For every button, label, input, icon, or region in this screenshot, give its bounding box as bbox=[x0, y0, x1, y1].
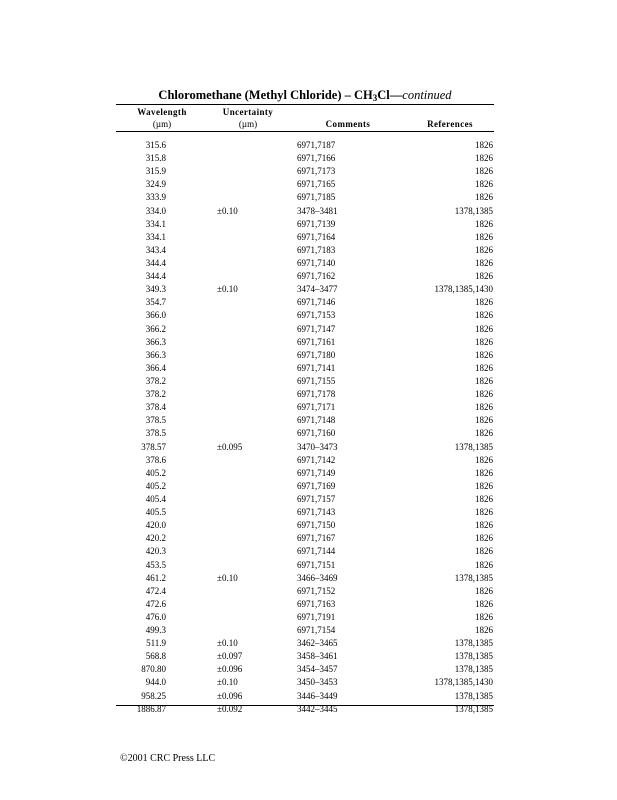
cell-references: 1826 bbox=[475, 297, 493, 308]
table-row bbox=[0, 375, 617, 388]
table-row bbox=[0, 283, 617, 296]
cell-references: 1826 bbox=[475, 559, 493, 570]
cell-wavelength: 315.6 bbox=[145, 140, 166, 150]
table-bottom-rule bbox=[116, 705, 494, 706]
cell-comments: 6971,7160 bbox=[297, 428, 336, 439]
cell-comments: 6971,7191 bbox=[297, 611, 336, 622]
table-row bbox=[0, 493, 617, 506]
cell-references: 1826 bbox=[475, 166, 493, 177]
data-table-body bbox=[0, 139, 617, 716]
table-row bbox=[0, 323, 617, 336]
table-row bbox=[0, 270, 617, 283]
cell-wavelength: 349.3 bbox=[145, 284, 166, 295]
cell-comments: 6971,7171 bbox=[297, 402, 336, 413]
cell-wavelength: 1886.87 bbox=[136, 703, 166, 714]
cell-uncertainty: ±0.096 bbox=[217, 664, 243, 675]
cell-references: 1378,1385 bbox=[454, 690, 493, 701]
table-row bbox=[0, 572, 617, 585]
cell-comments: 6971,7180 bbox=[297, 349, 336, 360]
table-row bbox=[0, 139, 617, 152]
cell-comments: 3474–3477 bbox=[297, 284, 338, 295]
cell-references: 1378,1385 bbox=[454, 664, 493, 675]
cell-wavelength: 870.80 bbox=[141, 664, 166, 675]
cell-references: 1826 bbox=[475, 454, 493, 465]
cell-references: 1378,1385 bbox=[454, 205, 493, 216]
cell-comments: 6971,7161 bbox=[297, 336, 336, 347]
cell-references: 1826 bbox=[475, 375, 493, 386]
cell-references: 1826 bbox=[475, 625, 493, 636]
header-bottom-rule bbox=[116, 131, 494, 132]
cell-comments: 3450–3453 bbox=[297, 677, 338, 688]
cell-references: 1826 bbox=[475, 585, 493, 596]
cell-wavelength: 378.5 bbox=[145, 415, 166, 426]
cell-comments: 6971,7146 bbox=[297, 297, 336, 308]
cell-comments: 3478–3481 bbox=[297, 205, 338, 216]
table-row bbox=[0, 414, 617, 427]
cell-references: 1826 bbox=[475, 428, 493, 439]
cell-uncertainty: ±0.10 bbox=[217, 638, 238, 649]
cell-references: 1378,1385 bbox=[454, 651, 493, 662]
cell-wavelength: 378.2 bbox=[145, 375, 166, 386]
cell-wavelength: 476.0 bbox=[145, 611, 166, 622]
cell-comments: 6971,7163 bbox=[297, 598, 336, 609]
cell-comments: 3442–3445 bbox=[297, 703, 338, 714]
cell-references: 1826 bbox=[475, 546, 493, 557]
table-row bbox=[0, 309, 617, 322]
cell-wavelength: 944.0 bbox=[145, 677, 166, 688]
cell-uncertainty: ±0.096 bbox=[217, 690, 243, 701]
cell-wavelength: 378.6 bbox=[145, 454, 166, 465]
cell-comments: 6971,7154 bbox=[297, 625, 336, 636]
cell-wavelength: 420.0 bbox=[145, 520, 166, 531]
table-row bbox=[0, 624, 617, 637]
cell-references: 1826 bbox=[475, 271, 493, 282]
cell-wavelength: 405.4 bbox=[145, 493, 166, 504]
cell-wavelength: 315.8 bbox=[145, 153, 166, 164]
table-row bbox=[0, 178, 617, 191]
table-row bbox=[0, 467, 617, 480]
table-row bbox=[0, 218, 617, 231]
cell-comments: 6971,7152 bbox=[297, 585, 336, 596]
cell-wavelength: 420.2 bbox=[145, 533, 166, 544]
table-row bbox=[0, 690, 617, 703]
cell-wavelength: 378.4 bbox=[145, 402, 166, 413]
cell-wavelength: 334.1 bbox=[145, 218, 166, 229]
cell-wavelength: 472.4 bbox=[145, 585, 166, 596]
column-header-wavelength-label: Wavelength bbox=[137, 107, 187, 117]
table-row bbox=[0, 585, 617, 598]
table-row bbox=[0, 532, 617, 545]
cell-comments: 6971,7147 bbox=[297, 323, 336, 334]
cell-comments: 6971,7178 bbox=[297, 389, 336, 400]
cell-wavelength: 366.3 bbox=[145, 349, 166, 360]
cell-references: 1378,1385 bbox=[454, 441, 493, 452]
cell-references: 1826 bbox=[475, 598, 493, 609]
column-header-wavelength bbox=[122, 107, 202, 130]
cell-references: 1826 bbox=[475, 140, 493, 150]
cell-wavelength: 378.2 bbox=[145, 389, 166, 400]
cell-comments: 6971,7166 bbox=[297, 153, 336, 164]
cell-references: 1378,1385 bbox=[454, 572, 493, 583]
cell-wavelength: 354.7 bbox=[145, 297, 166, 308]
table-row bbox=[0, 231, 617, 244]
table-row bbox=[0, 506, 617, 519]
cell-wavelength: 461.2 bbox=[145, 572, 166, 583]
cell-comments: 6971,7144 bbox=[297, 546, 336, 557]
cell-wavelength: 366.2 bbox=[145, 323, 166, 334]
cell-references: 1826 bbox=[475, 231, 493, 242]
cell-wavelength: 333.9 bbox=[145, 192, 166, 203]
table-row bbox=[0, 427, 617, 440]
table-row bbox=[0, 362, 617, 375]
table-row bbox=[0, 349, 617, 362]
cell-references: 1826 bbox=[475, 507, 493, 518]
cell-references: 1378,1385 bbox=[454, 703, 493, 714]
cell-wavelength: 366.3 bbox=[145, 336, 166, 347]
cell-comments: 6971,7140 bbox=[297, 257, 336, 268]
table-row bbox=[0, 257, 617, 270]
cell-references: 1826 bbox=[475, 362, 493, 373]
cell-comments: 6971,7183 bbox=[297, 244, 336, 255]
table-row bbox=[0, 676, 617, 689]
table-row bbox=[0, 296, 617, 309]
cell-references: 1826 bbox=[475, 153, 493, 164]
column-header-uncertainty-label: Uncertainty bbox=[222, 107, 274, 117]
cell-wavelength: 343.4 bbox=[145, 244, 166, 255]
table-row bbox=[0, 454, 617, 467]
cell-wavelength: 334.1 bbox=[145, 231, 166, 242]
cell-references: 1826 bbox=[475, 218, 493, 229]
cell-wavelength: 511.9 bbox=[146, 638, 166, 649]
cell-comments: 3466–3469 bbox=[297, 572, 338, 583]
column-header-uncertainty bbox=[208, 107, 288, 130]
cell-references: 1826 bbox=[475, 611, 493, 622]
cell-wavelength: 366.4 bbox=[145, 362, 166, 373]
cell-references: 1826 bbox=[475, 415, 493, 426]
cell-uncertainty: ±0.10 bbox=[217, 572, 238, 583]
table-row bbox=[0, 191, 617, 204]
table-row bbox=[0, 165, 617, 178]
cell-references: 1826 bbox=[475, 310, 493, 321]
cell-comments: 6971,7162 bbox=[297, 271, 336, 282]
header-top-rule bbox=[116, 104, 494, 105]
cell-comments: 6971,7155 bbox=[297, 375, 336, 386]
column-header-references: References bbox=[427, 118, 473, 129]
cell-references: 1826 bbox=[475, 493, 493, 504]
cell-comments: 6971,7164 bbox=[297, 231, 336, 242]
cell-references: 1378,1385,1430 bbox=[434, 284, 493, 295]
cell-comments: 3454–3457 bbox=[297, 664, 338, 675]
cell-references: 1826 bbox=[475, 179, 493, 190]
cell-references: 1826 bbox=[475, 257, 493, 268]
cell-wavelength: 958.25 bbox=[141, 690, 166, 701]
table-row bbox=[0, 441, 617, 454]
table-row bbox=[0, 388, 617, 401]
cell-references: 1826 bbox=[475, 192, 493, 203]
cell-references: 1826 bbox=[475, 533, 493, 544]
cell-comments: 3462–3465 bbox=[297, 638, 338, 649]
cell-comments: 6971,7173 bbox=[297, 166, 336, 177]
cell-comments: 3446–3449 bbox=[297, 690, 338, 701]
cell-comments: 6971,7148 bbox=[297, 415, 336, 426]
cell-comments: 3470–3473 bbox=[297, 441, 338, 452]
cell-references: 1826 bbox=[475, 520, 493, 531]
cell-references: 1826 bbox=[475, 467, 493, 478]
cell-references: 1378,1385 bbox=[454, 638, 493, 649]
table-row bbox=[0, 637, 617, 650]
cell-comments: 6971,7157 bbox=[297, 493, 336, 504]
table-row bbox=[0, 152, 617, 165]
cell-wavelength: 378.57 bbox=[141, 441, 166, 452]
cell-wavelength: 324.9 bbox=[145, 179, 166, 190]
cell-comments: 6971,7187 bbox=[297, 140, 336, 150]
title-formula-end: Cl— bbox=[377, 88, 403, 102]
table-row bbox=[0, 480, 617, 493]
cell-wavelength: 499.3 bbox=[145, 625, 166, 636]
cell-comments: 6971,7167 bbox=[297, 533, 336, 544]
cell-references: 1826 bbox=[475, 244, 493, 255]
cell-comments: 6971,7151 bbox=[297, 559, 336, 570]
cell-references: 1826 bbox=[475, 336, 493, 347]
table-row bbox=[0, 598, 617, 611]
copyright-footer: ©2001 CRC Press LLC bbox=[120, 753, 216, 764]
cell-references: 1826 bbox=[475, 323, 493, 334]
cell-references: 1826 bbox=[475, 389, 493, 400]
table-row bbox=[0, 559, 617, 572]
cell-comments: 6971,7149 bbox=[297, 467, 336, 478]
cell-wavelength: 344.4 bbox=[145, 271, 166, 282]
cell-wavelength: 405.5 bbox=[145, 507, 166, 518]
cell-comments: 6971,7169 bbox=[297, 480, 336, 491]
cell-wavelength: 453.5 bbox=[145, 559, 166, 570]
column-header-wavelength-unit: (µm) bbox=[152, 118, 172, 129]
cell-uncertainty: ±0.097 bbox=[217, 651, 243, 662]
cell-wavelength: 366.0 bbox=[145, 310, 166, 321]
cell-comments: 6971,7141 bbox=[297, 362, 336, 373]
cell-uncertainty: ±0.095 bbox=[217, 441, 243, 452]
cell-references: 1826 bbox=[475, 480, 493, 491]
cell-comments: 6971,7185 bbox=[297, 192, 336, 203]
cell-wavelength: 568.8 bbox=[145, 651, 166, 662]
cell-references: 1378,1385,1430 bbox=[434, 677, 493, 688]
table-row bbox=[0, 519, 617, 532]
cell-uncertainty: ±0.10 bbox=[217, 284, 238, 295]
table-row bbox=[0, 663, 617, 676]
title-main: Chloromethane (Methyl Chloride) – CH bbox=[158, 88, 373, 102]
cell-references: 1826 bbox=[475, 349, 493, 360]
cell-wavelength: 405.2 bbox=[145, 480, 166, 491]
table-row bbox=[0, 244, 617, 257]
cell-wavelength: 344.4 bbox=[145, 257, 166, 268]
cell-comments: 6971,7143 bbox=[297, 507, 336, 518]
cell-comments: 6971,7165 bbox=[297, 179, 336, 190]
cell-uncertainty: ±0.10 bbox=[217, 677, 238, 688]
title-subscript: 3 bbox=[372, 93, 378, 103]
cell-wavelength: 405.2 bbox=[145, 467, 166, 478]
table-row bbox=[0, 401, 617, 414]
cell-uncertainty: ±0.10 bbox=[217, 205, 238, 216]
cell-uncertainty: ±0.092 bbox=[217, 703, 243, 714]
cell-comments: 6971,7150 bbox=[297, 520, 336, 531]
cell-wavelength: 472.6 bbox=[145, 598, 166, 609]
column-header-comments: Comments bbox=[325, 118, 371, 129]
table-row bbox=[0, 545, 617, 558]
cell-wavelength: 378.5 bbox=[145, 428, 166, 439]
cell-references: 1826 bbox=[475, 402, 493, 413]
title-continued: continued bbox=[402, 88, 452, 102]
cell-comments: 3458–3461 bbox=[297, 651, 338, 662]
cell-comments: 6971,7153 bbox=[297, 310, 336, 321]
cell-wavelength: 334.0 bbox=[145, 205, 166, 216]
table-row bbox=[0, 336, 617, 349]
column-header-uncertainty-unit: (µm) bbox=[238, 118, 258, 129]
cell-comments: 6971,7139 bbox=[297, 218, 336, 229]
cell-wavelength: 420.3 bbox=[145, 546, 166, 557]
table-row bbox=[0, 611, 617, 624]
table-row bbox=[0, 650, 617, 663]
table-row bbox=[0, 205, 617, 218]
cell-comments: 6971,7142 bbox=[297, 454, 336, 465]
cell-wavelength: 315.9 bbox=[145, 166, 166, 177]
page-title bbox=[116, 88, 494, 103]
